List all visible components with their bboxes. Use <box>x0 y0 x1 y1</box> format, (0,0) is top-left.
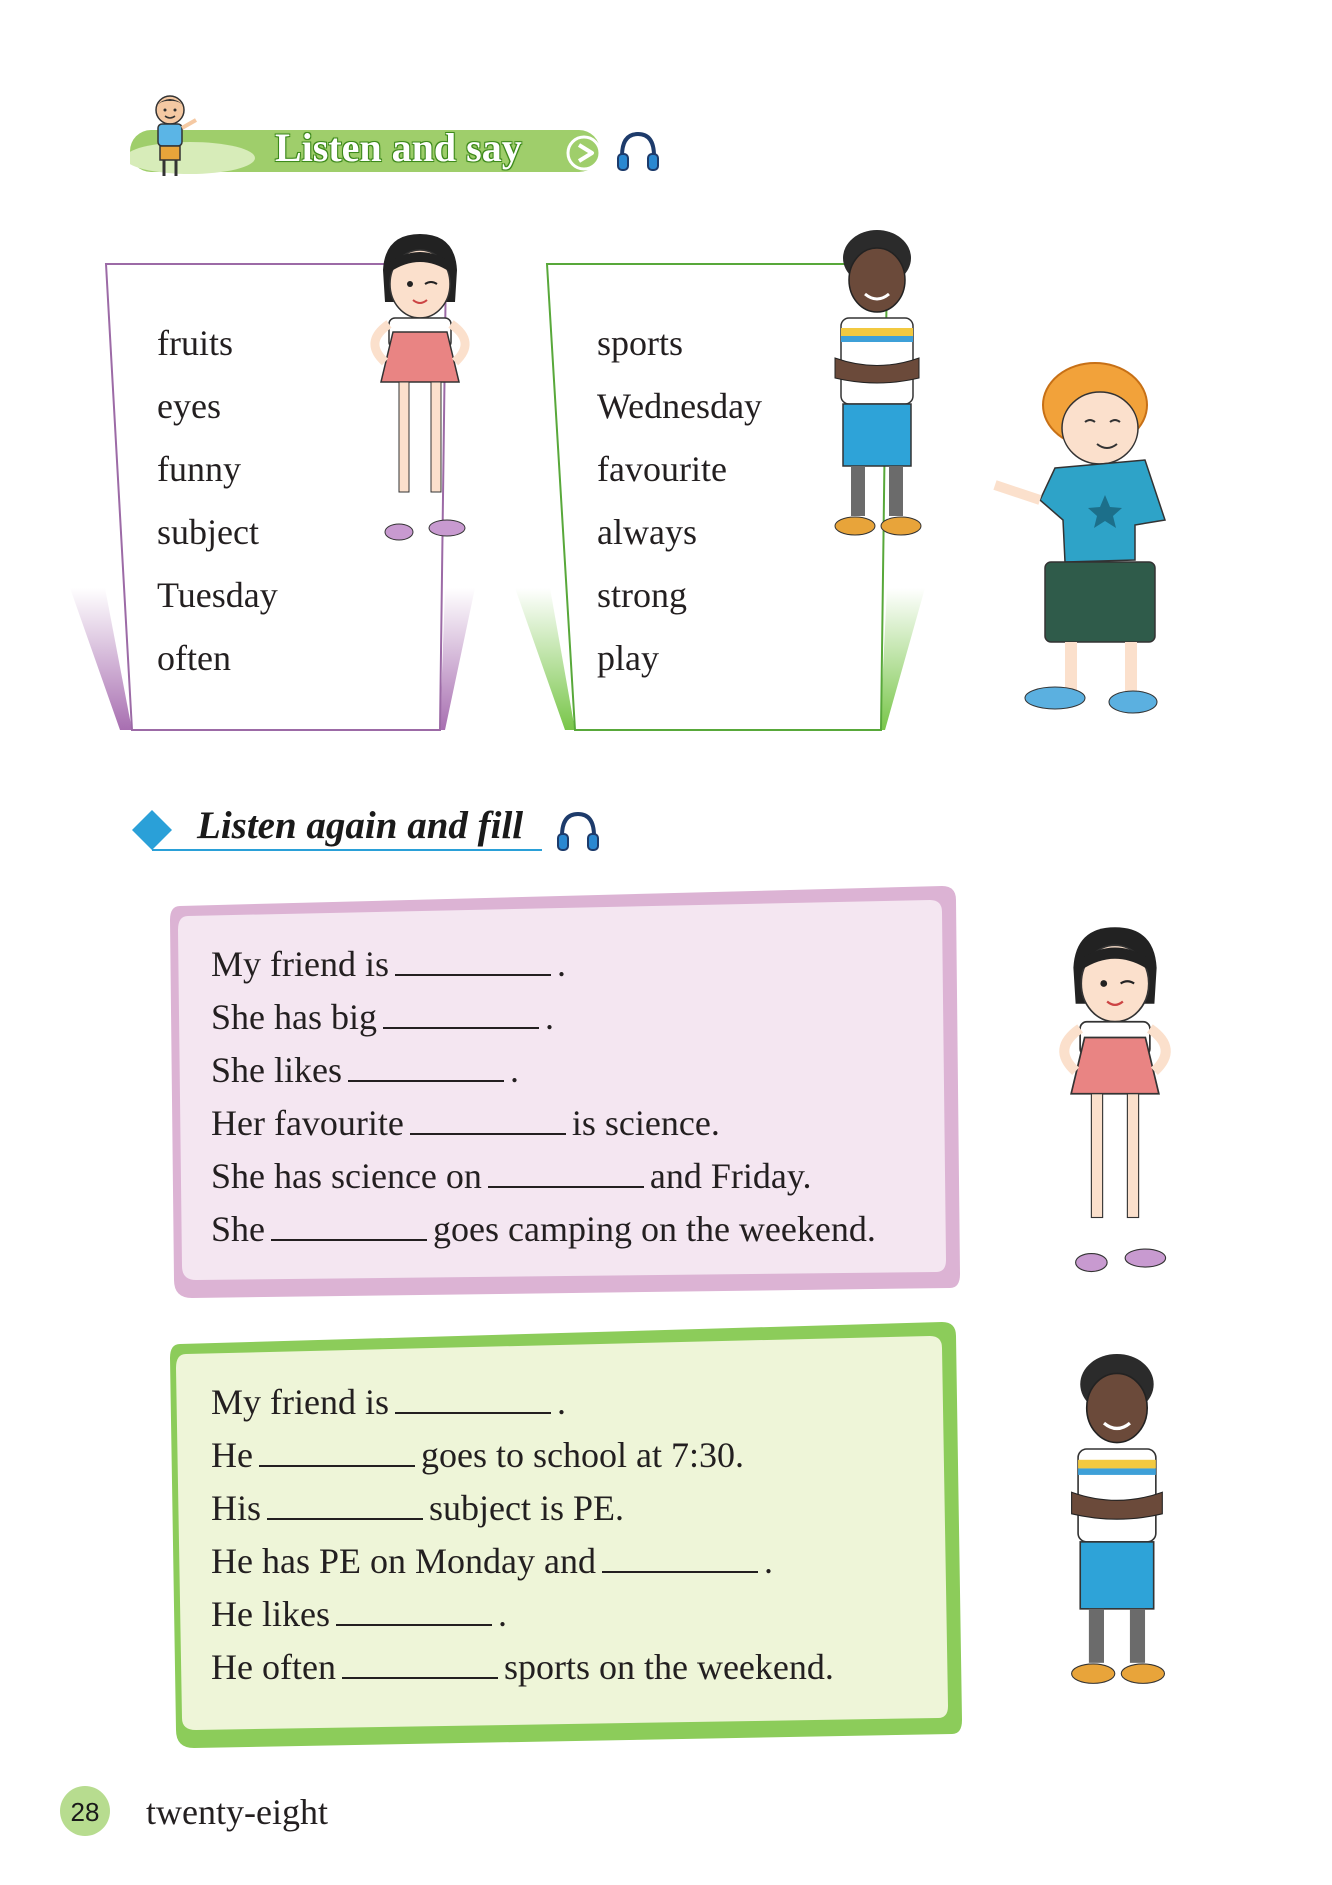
page-number: 28 <box>70 1797 100 1827</box>
fill-sentence: He often sports on the weekend. <box>211 1647 834 1687</box>
answer-blank[interactable] <box>410 1103 566 1135</box>
answer-blank[interactable] <box>342 1647 498 1679</box>
answer-blank[interactable] <box>602 1541 758 1573</box>
answer-blank[interactable] <box>395 944 551 976</box>
headphones-icon[interactable] <box>556 808 600 854</box>
play-arrow-icon[interactable] <box>565 134 603 172</box>
diamond-bullet-icon <box>130 808 174 852</box>
answer-blank[interactable] <box>488 1156 644 1188</box>
fill-sentence: She goes camping on the weekend. <box>211 1209 876 1249</box>
fill-sentence: My friend is . <box>211 944 566 984</box>
fill-sentence: He goes to school at 7:30. <box>211 1435 744 1475</box>
word-item: subject <box>157 512 259 552</box>
headphones-icon[interactable] <box>616 128 660 174</box>
title-underline <box>152 849 542 851</box>
girl-illustration <box>355 232 485 552</box>
fill-sentence: She has big . <box>211 997 554 1037</box>
boy-illustration <box>1050 1350 1185 1710</box>
answer-blank[interactable] <box>259 1435 415 1467</box>
fill-sentence: My friend is . <box>211 1382 566 1422</box>
answer-blank[interactable] <box>271 1209 427 1241</box>
answer-blank[interactable] <box>395 1382 551 1414</box>
word-item: always <box>597 512 697 552</box>
boy-illustration <box>815 228 940 558</box>
fill-sentence: His subject is PE. <box>211 1488 625 1528</box>
fill-sentence: He has PE on Monday and . <box>211 1541 773 1581</box>
word-item: Tuesday <box>157 575 278 615</box>
fill-sentence: He likes . <box>211 1594 507 1634</box>
answer-blank[interactable] <box>267 1488 423 1520</box>
word-item: strong <box>597 575 687 615</box>
word-item: fruits <box>157 323 233 363</box>
fill-section-title: Listen again and fill <box>197 804 524 847</box>
word-item: eyes <box>157 386 221 426</box>
fill-sentence: Her favourite is science. <box>211 1103 720 1143</box>
word-item: sports <box>597 323 684 363</box>
word-item: play <box>597 638 659 678</box>
page-number-words: twenty-eight <box>146 1792 328 1832</box>
answer-blank[interactable] <box>336 1594 492 1626</box>
word-item: funny <box>157 449 241 489</box>
word-item: Wednesday <box>597 386 763 426</box>
word-item: often <box>157 638 231 678</box>
pointing-boy-illustration <box>985 350 1185 730</box>
boy-mascot-icon <box>130 92 210 182</box>
section-title: Listen and say <box>275 125 522 170</box>
answer-blank[interactable] <box>348 1050 504 1082</box>
word-item: favourite <box>597 449 727 489</box>
fill-sentence: She likes . <box>211 1050 519 1090</box>
answer-blank[interactable] <box>383 997 539 1029</box>
fill-sentence: She has science on and Friday. <box>211 1156 812 1196</box>
girl-illustration <box>1040 925 1190 1285</box>
